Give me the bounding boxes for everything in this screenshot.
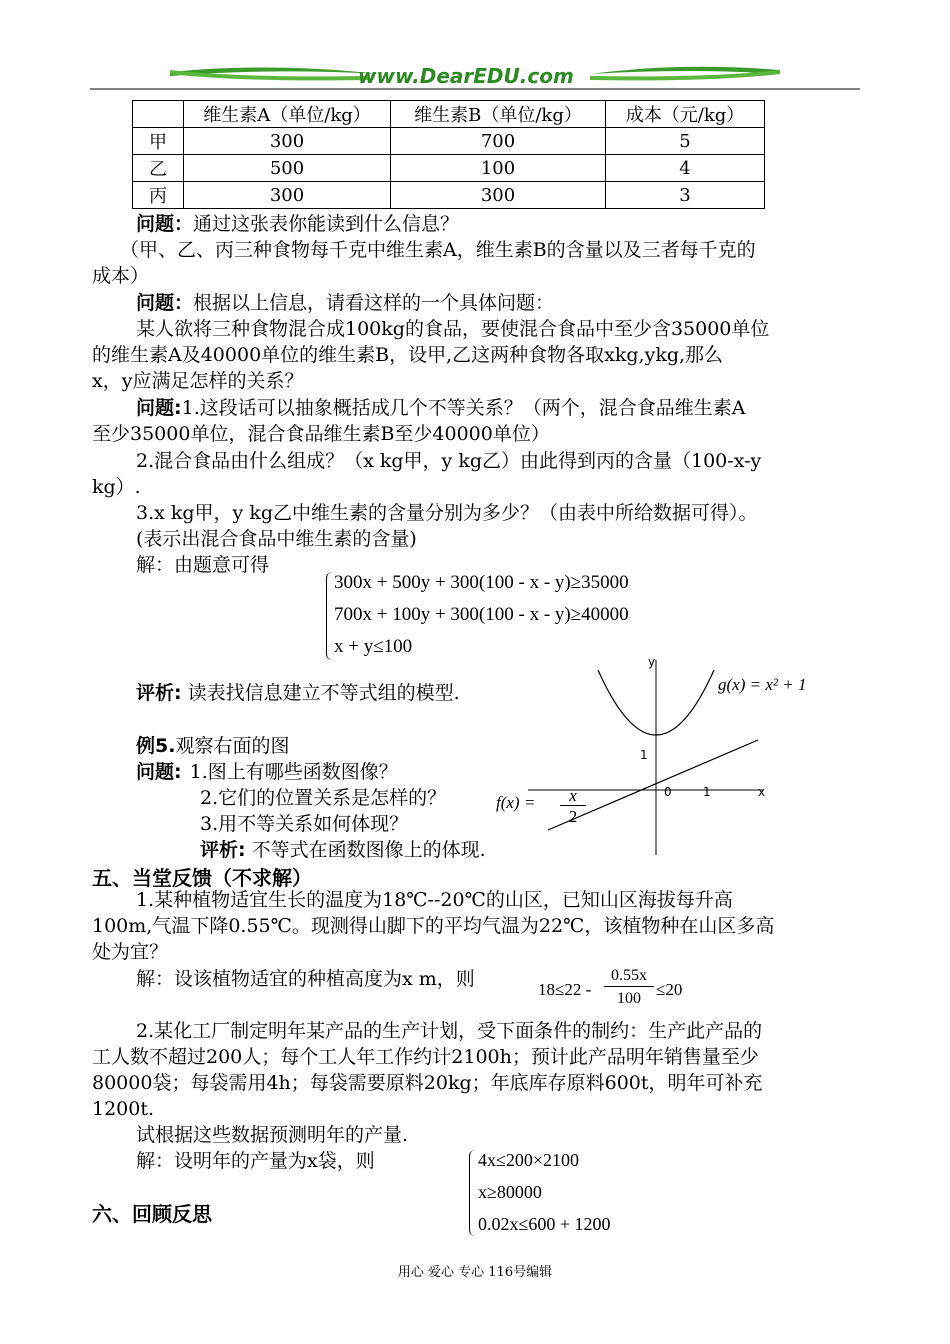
question-3-item3-line2: (表示出混合食品中维生素的含量) xyxy=(136,528,417,550)
vitamin-table xyxy=(132,100,765,209)
system-2-eq1: 4x≤200×2100 xyxy=(478,1150,580,1170)
table-cell: 5 xyxy=(606,128,765,155)
feedback-1-ineq-numerator: 0.55x xyxy=(604,966,654,987)
question-2 xyxy=(136,290,554,316)
table-header-cell: 维生素A（单位/kg） xyxy=(184,101,391,128)
site-logo-text: www.DearEDU.com xyxy=(358,64,574,88)
feedback-2-line5: 试根据这些数据预测明年的产量. xyxy=(136,1124,409,1146)
table-header-cell xyxy=(133,101,184,128)
question-3-item2-line2: kg）. xyxy=(92,476,141,498)
footer-text: 用心 爱心 专心 116号编辑 xyxy=(397,1265,553,1280)
table-row xyxy=(133,182,765,209)
system-1-eq3: x + y≤100 xyxy=(334,636,413,657)
table-cell: 乙 xyxy=(133,155,184,182)
problem-line3: x，y应满足怎样的关系？ xyxy=(92,370,304,392)
table-cell: 丙 xyxy=(133,182,184,209)
system-1-eq1: 300x + 500y + 300(100 - x - y)≥35000 xyxy=(334,572,629,593)
feedback-1-line1: 1.某种植物适宜生长的温度为18℃--20℃的山区，已知山区海拔每升高 xyxy=(136,889,733,911)
feedback-2-solution: 解：设明年的产量为x袋，则 xyxy=(136,1150,375,1172)
question-3-item2-line1: 2.混合食品由什么组成？（x kg甲，y kg乙）由此得到丙的含量（100-x-y xyxy=(136,450,762,472)
question-label: 问题: xyxy=(136,761,182,783)
table-cell: 100 xyxy=(391,155,606,182)
feedback-1-ineq-denominator: 100 xyxy=(617,990,641,1007)
question-4-item3: 3.用不等关系如何体现？ xyxy=(200,813,409,835)
feedback-2-line1: 2.某化工厂制定明年某产品的生产计划，受下面条件的制约：生产此产品的 xyxy=(136,1020,763,1042)
header-banner xyxy=(90,58,860,92)
f-function-denominator: 2 xyxy=(568,807,578,826)
answer-1-line1: （甲、乙、丙三种食物每千克中维生素A，维生素B的含量以及三者每千克的 xyxy=(120,239,756,261)
f-function-numerator: x xyxy=(560,787,586,806)
example-5 xyxy=(136,733,289,759)
table-cell: 3 xyxy=(606,182,765,209)
table-row xyxy=(133,128,765,155)
table-cell: 300 xyxy=(184,128,391,155)
question-3-item3-line1: 3.x kg甲，y kg乙中维生素的含量分别为多少？（由表中所给数据可得）。 xyxy=(136,502,758,524)
feedback-1-solution: 解：设该植物适宜的种植高度为x m，则 xyxy=(136,968,475,990)
table-header-cell: 维生素B（单位/kg） xyxy=(391,101,606,128)
feedback-1-ineq-left: 18≤22 - xyxy=(538,980,592,999)
comment-1 xyxy=(136,680,460,706)
question-text: 1.这段话可以抽象概括成几个不等关系？（两个，混合食品维生素A xyxy=(181,397,746,419)
section-5-heading: 五、当堂反馈（不求解） xyxy=(92,866,312,890)
feedback-1-line2: 100m,气温下降0.55℃。现测得山脚下的平均气温为22℃，该植物种在山区多高 xyxy=(92,915,775,937)
example-text: 观察右面的图 xyxy=(175,735,290,757)
system-1-brace xyxy=(326,572,333,660)
system-2-eq2: x≥80000 xyxy=(478,1182,542,1202)
feedback-2-line2: 工人数不超过200人；每个工人年工作约计2100h；预计此产品明年销售量至少 xyxy=(92,1046,759,1068)
y-axis-label: y xyxy=(648,655,656,669)
comment-text: 不等式在函数图像上的体现. xyxy=(251,839,486,861)
question-4 xyxy=(136,759,398,785)
question-1 xyxy=(136,211,459,237)
system-2-eq3: 0.02x≤600 + 1200 xyxy=(478,1214,611,1234)
problem-line1: 某人欲将三种食物混合成100kg的食品，要使混合食品中至少含35000单位 xyxy=(136,318,770,340)
f-function-label: f(x) = xyxy=(496,793,536,812)
question-label: 问题： xyxy=(136,292,194,314)
feedback-2-line3: 80000袋；每袋需用4h；每袋需要原料20kg；年底库存原料600t，明年可补充 xyxy=(92,1072,763,1094)
question-text: 通过这张表你能读到什么信息？ xyxy=(193,213,460,235)
question-label: 问题: xyxy=(136,397,182,419)
function-graph xyxy=(488,655,828,855)
question-3 xyxy=(136,395,745,421)
system-1-eq2: 700x + 100y + 300(100 - x - y)≥40000 xyxy=(334,604,629,625)
section-6-heading: 六、回顾反思 xyxy=(92,1202,212,1226)
answer-1-line2: 成本） xyxy=(92,265,150,287)
system-2-brace xyxy=(469,1150,476,1236)
table-cell: 4 xyxy=(606,155,765,182)
question-text: 1.图上有哪些函数图像？ xyxy=(189,761,398,783)
tick-label-origin: 0 xyxy=(664,785,672,799)
comment-text: 读表找信息建立不等式组的模型. xyxy=(187,682,460,704)
question-label: 问题： xyxy=(136,213,194,235)
feedback-1-ineq-right: ≤20 xyxy=(656,980,683,999)
table-cell: 500 xyxy=(184,155,391,182)
feedback-2-line4: 1200t. xyxy=(92,1098,155,1120)
table-cell: 甲 xyxy=(133,128,184,155)
table-header-row xyxy=(133,101,765,128)
table-row xyxy=(133,155,765,182)
table-cell: 700 xyxy=(391,128,606,155)
comment-2 xyxy=(200,837,486,863)
question-4-item2: 2.它们的位置关系是怎样的？ xyxy=(200,787,447,809)
tick-label-y1: 1 xyxy=(640,748,648,762)
problem-line2: 的维生素A及40000单位的维生素B，设甲,乙这两种食物各取xkg,ykg,那么 xyxy=(92,344,724,366)
example-label: 例5. xyxy=(136,735,176,757)
tick-label-x1: 1 xyxy=(703,785,711,799)
comment-label: 评析: xyxy=(136,682,182,704)
question-3-line2: 至少35000单位，混合食品维生素B至少40000单位） xyxy=(92,423,550,445)
table-cell: 300 xyxy=(391,182,606,209)
question-text: 根据以上信息，请看这样的一个具体问题： xyxy=(193,292,555,314)
comment-label: 评析: xyxy=(200,839,246,861)
solution-1-intro: 解：由题意可得 xyxy=(136,554,270,576)
feedback-1-line3: 处为宜？ xyxy=(92,941,169,963)
table-cell: 300 xyxy=(184,182,391,209)
table-header-cell: 成本（元/kg） xyxy=(606,101,765,128)
g-function-label: g(x) = x² + 1 xyxy=(718,675,807,694)
x-axis-label: x xyxy=(758,785,766,799)
